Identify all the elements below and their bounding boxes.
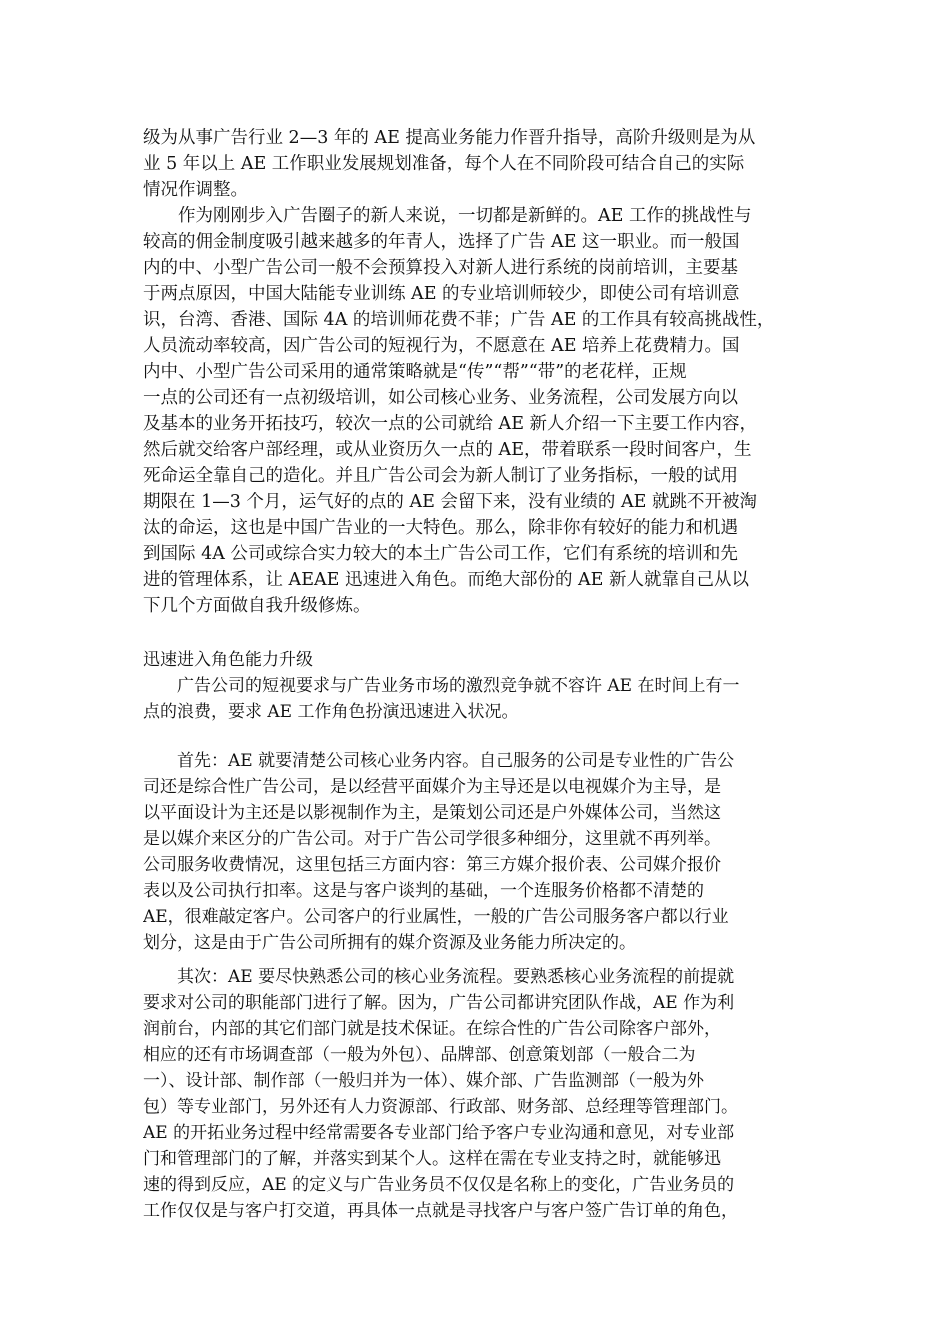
text-line: 其次：AE 要尽快熟悉公司的核心业务流程。要熟悉核心业务流程的前提就 [143,967,735,987]
text-line: 识，台湾、香港、国际 4A 的培训师花费不菲；广告 AE 的工作具有较高挑战性， [143,310,775,330]
text-line: 然后就交给客户部经理，或从业资历久一点的 AE，带着联系一段时间客户，生 [143,440,752,460]
text-line: 司还是综合性广告公司，是以经营平面媒介为主导还是以电视媒介为主导，是 [143,777,721,797]
body-text-section-4 [143,964,815,1224]
text-line: 工作仅仅是与客户打交道，再具体一点就是寻找客户与客户签广告订单的角色， [143,1201,738,1221]
text-line: 首先：AE 就要清楚公司核心业务内容。自己服务的公司是专业性的广告公 [143,751,735,771]
section-heading-and-intro [143,647,815,725]
text-line: 作为刚刚步入广告圈子的新人来说，一切都是新鲜的。AE 工作的挑战性与 [143,206,752,226]
text-line: 级为从事广告行业 2—3 年的 AE 提高业务能力作晋升指导，高阶升级则是为从 [143,128,756,148]
text-line: 以平面设计为主还是以影视制作为主，是策划公司还是户外媒体公司，当然这 [143,803,721,823]
text-line: 汰的命运，这也是中国广告业的一大特色。那么，除非你有较好的能力和机遇 [143,518,738,538]
text-line: 公司服务收费情况，这里包括三方面内容：第三方媒介报价表、公司媒介报价 [143,855,721,875]
text-line: 内的中、小型广告公司一般不会预算投入对新人进行系统的岗前培训，主要基 [143,258,738,278]
text-line: 死命运全靠自己的造化。并且广告公司会为新人制订了业务指标，一般的试用 [143,466,738,486]
body-text-section-3 [143,748,815,956]
text-line: 门和管理部门的了解，并落实到某个人。这样在需在专业支持之时，就能够迅 [143,1149,721,1169]
text-line: AE 的开拓业务过程中经常需要各专业部门给予客户专业沟通和意见，对专业部 [143,1123,735,1143]
text-line: 一点的公司还有一点初级培训，如公司核心业务、业务流程，公司发展方向以 [143,388,738,408]
text-line: 期限在 1—3 个月，运气好的点的 AE 会留下来，没有业绩的 AE 就跳不开被淘 [143,492,757,512]
text-line: 速的得到反应，AE 的定义与广告业务员不仅仅是名称上的变化，广告业务员的 [143,1175,735,1195]
text-line: 划分，这是由于广告公司所拥有的媒介资源及业务能力所决定的。 [143,933,636,953]
text-line: 相应的还有市场调查部（一般为外包）、品牌部、创意策划部（一般合二为 [143,1045,696,1065]
text-line: 业 5 年以上 AE 工作职业发展规划准备，每个人在不同阶段可结合自己的实际 [143,154,745,174]
text-line: 情况作调整。 [143,180,248,200]
text-line: 广告公司的短视要求与广告业务市场的激烈竞争就不容许 AE 在时间上有一 [143,676,740,696]
text-line: 要求对公司的职能部门进行了解。因为，广告公司都讲究团队作战，AE 作为利 [143,993,735,1013]
text-line: 下几个方面做自我升级修炼。 [143,596,371,616]
text-line: 于两点原因，中国大陆能专业训练 AE 的专业培训师较少，即使公司有培训意 [143,284,740,304]
section-heading: 迅速进入角色能力升级 [143,650,313,670]
text-line: 一）、设计部、制作部（一般归并为一体）、媒介部、广告监测部（一般为外 [143,1071,704,1091]
text-line: 是以媒介来区分的广告公司。对于广告公司学很多种细分，这里就不再列举。 [143,829,721,849]
text-line: 人员流动率较高，因广告公司的短视行为，不愿意在 AE 培养上花费精力。国 [143,336,740,356]
text-line: 及基本的业务开拓技巧，较次一点的公司就给 AE 新人介绍一下主要工作内容， [143,414,758,434]
text-line: 包）等专业部门，另外还有人力资源部、行政部、财务部、总经理等管理部门。 [143,1097,738,1117]
text-line: 表以及公司执行扣率。这是与客户谈判的基础，一个连服务价格都不清楚的 [143,881,704,901]
body-text-section-1 [143,125,815,619]
text-line: 润前台，内部的其它们部门就是技术保证。在综合性的广告公司除客户部外， [143,1019,721,1039]
text-line: 较高的佣金制度吸引越来越多的年青人，选择了广告 AE 这一职业。而一般国 [143,232,740,252]
text-line: 进的管理体系，让 AEAE 迅速进入角色。而绝大部份的 AE 新人就靠自己从以 [143,570,749,590]
text-line: AE，很难敲定客户。公司客户的行业属性，一般的广告公司服务客户都以行业 [143,907,729,927]
text-line: 内中、小型广告公司采用的通常策略就是“传”“帮”“带”的老花样，正规 [143,362,687,382]
text-line: 到国际 4A 公司或综合实力较大的本土广告公司工作，它们有系统的培训和先 [143,544,738,564]
text-line: 点的浪费，要求 AE 工作角色扮演迅速进入状况。 [143,702,519,722]
